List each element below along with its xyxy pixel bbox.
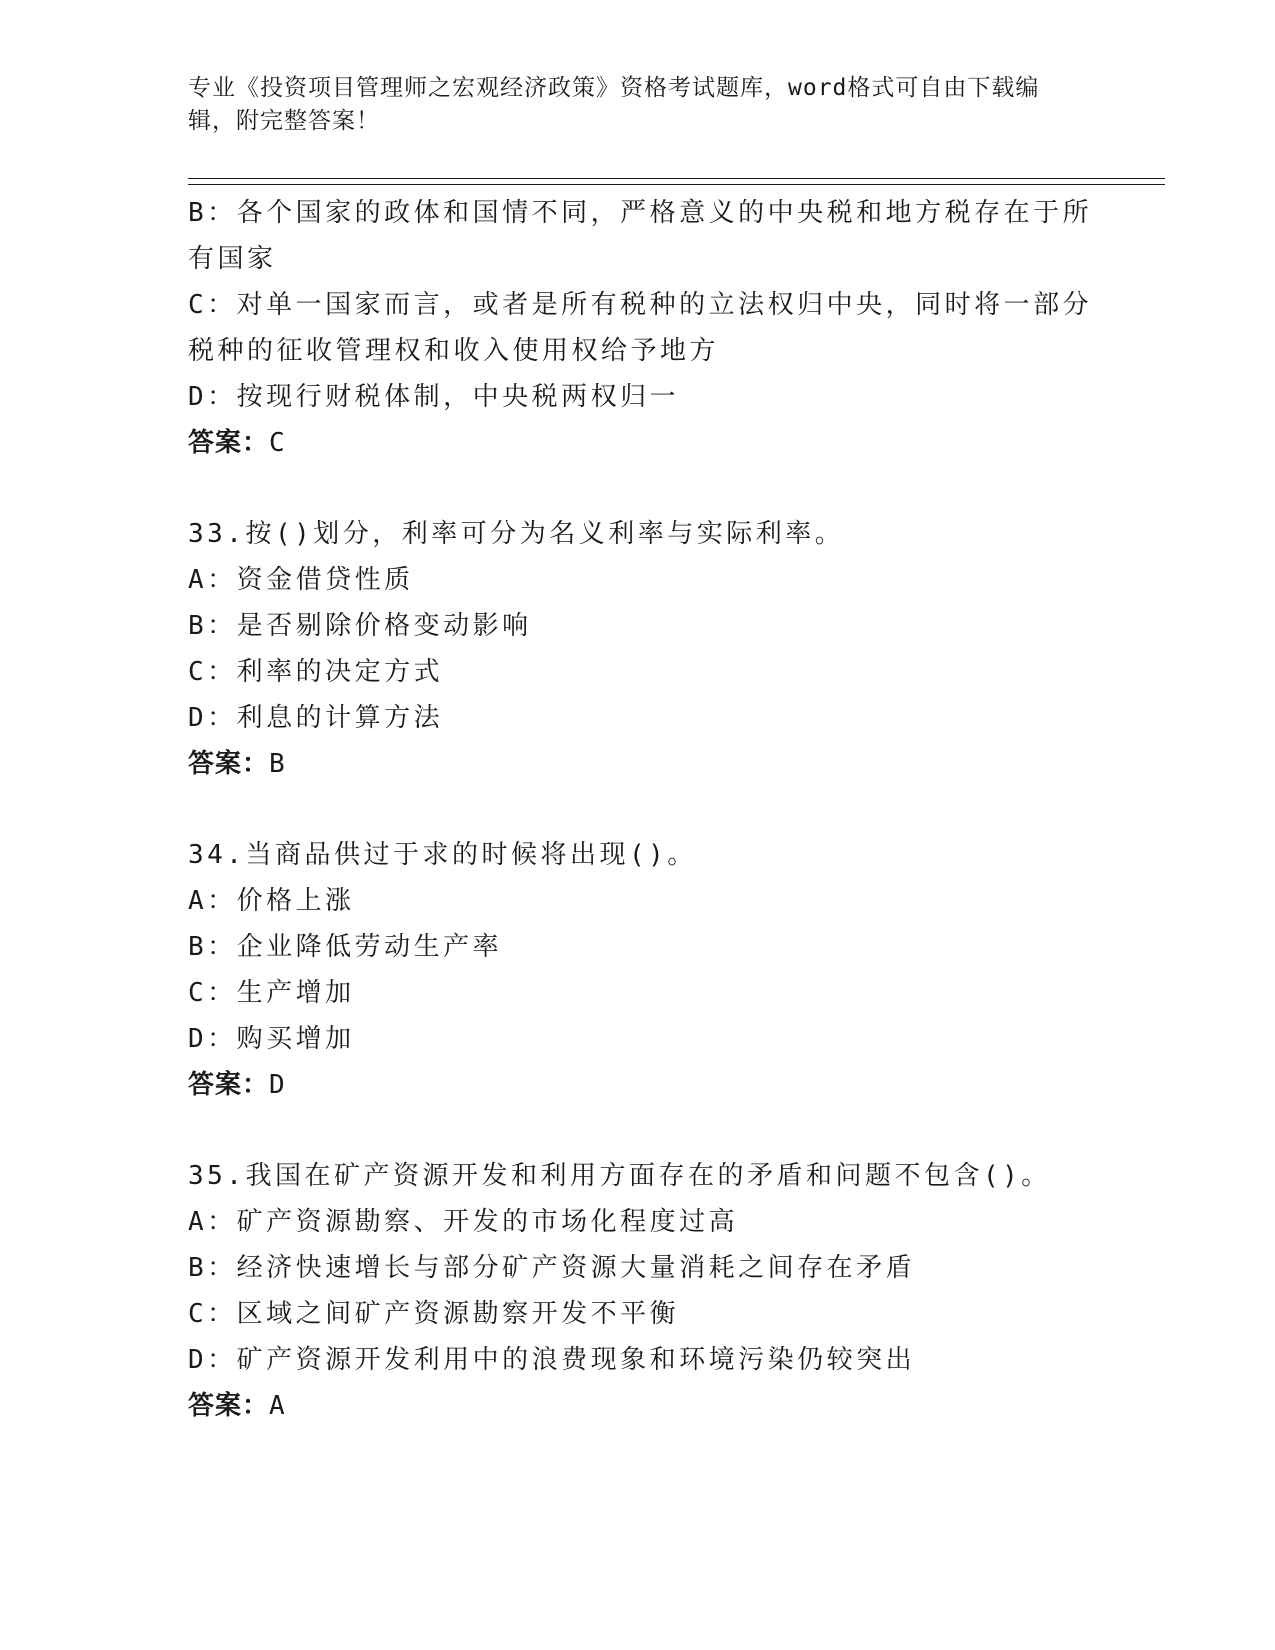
option-c-line2: 税种的征收管理权和收入使用权给予地方 xyxy=(188,336,720,366)
answer-line xyxy=(188,1062,1088,1108)
option-d-line1: D：按现行财税体制，中央税两权归一 xyxy=(188,382,680,412)
option-b: B：企业降低劳动生产率 xyxy=(188,932,503,962)
option-c: C：生产增加 xyxy=(188,978,355,1008)
question-34 xyxy=(188,832,1088,1108)
answer-label: 答案： xyxy=(188,1070,270,1100)
option-c: C：区域之间矿产资源勘察开发不平衡 xyxy=(188,1299,680,1329)
answer-label: 答案： xyxy=(188,1391,270,1421)
option-a: A：资金借贷性质 xyxy=(188,565,414,595)
question-stem: 35.我国在矿产资源开发和利用方面存在的矛盾和问题不包含()。 xyxy=(188,1161,1051,1191)
option-c: C：利率的决定方式 xyxy=(188,657,444,687)
option-b: B：是否剔除价格变动影响 xyxy=(188,611,532,641)
option-b-line1: B：各个国家的政体和国情不同，严格意义的中央税和地方税存在于所 xyxy=(188,198,1093,228)
spacer xyxy=(188,787,1088,832)
document-header: 专业《投资项目管理师之宏观经济政策》资格考试题库，word格式可自由下载编辑，附完整答案！ xyxy=(188,75,1040,134)
answer-line xyxy=(188,741,1088,787)
answer-line xyxy=(188,1383,1088,1429)
option-b-line2: 有国家 xyxy=(188,244,277,274)
answer-label: 答案： xyxy=(188,749,270,779)
header-divider-top xyxy=(188,178,1165,179)
spacer xyxy=(188,1108,1088,1153)
option-d: D：矿产资源开发利用中的浪费现象和环境污染仍较突出 xyxy=(188,1345,916,1375)
answer-label: 答案： xyxy=(188,428,270,458)
answer-line xyxy=(188,420,1088,466)
spacer xyxy=(188,466,1088,511)
option-d: D：购买增加 xyxy=(188,1024,355,1054)
option-a: A：矿产资源勘察、开发的市场化程度过高 xyxy=(188,1207,739,1237)
question-stem: 33.按()划分，利率可分为名义利率与实际利率。 xyxy=(188,519,845,549)
answer-value: A xyxy=(269,1391,286,1421)
question-stem: 34.当商品供过于求的时候将出现()。 xyxy=(188,840,697,870)
prev-question xyxy=(188,190,1093,466)
answer-value: D xyxy=(269,1070,286,1100)
answer-value: C xyxy=(269,428,286,458)
option-a: A：价格上涨 xyxy=(188,886,355,916)
option-d: D：利息的计算方法 xyxy=(188,703,444,733)
question-33 xyxy=(188,511,1088,787)
answer-value: B xyxy=(269,749,286,779)
option-b: B：经济快速增长与部分矿产资源大量消耗之间存在矛盾 xyxy=(188,1253,916,1283)
question-content xyxy=(188,190,1093,1429)
header-divider-bottom xyxy=(188,184,1165,185)
question-35 xyxy=(188,1153,1088,1429)
option-c-line1: C：对单一国家而言，或者是所有税种的立法权归中央，同时将一部分 xyxy=(188,290,1093,320)
